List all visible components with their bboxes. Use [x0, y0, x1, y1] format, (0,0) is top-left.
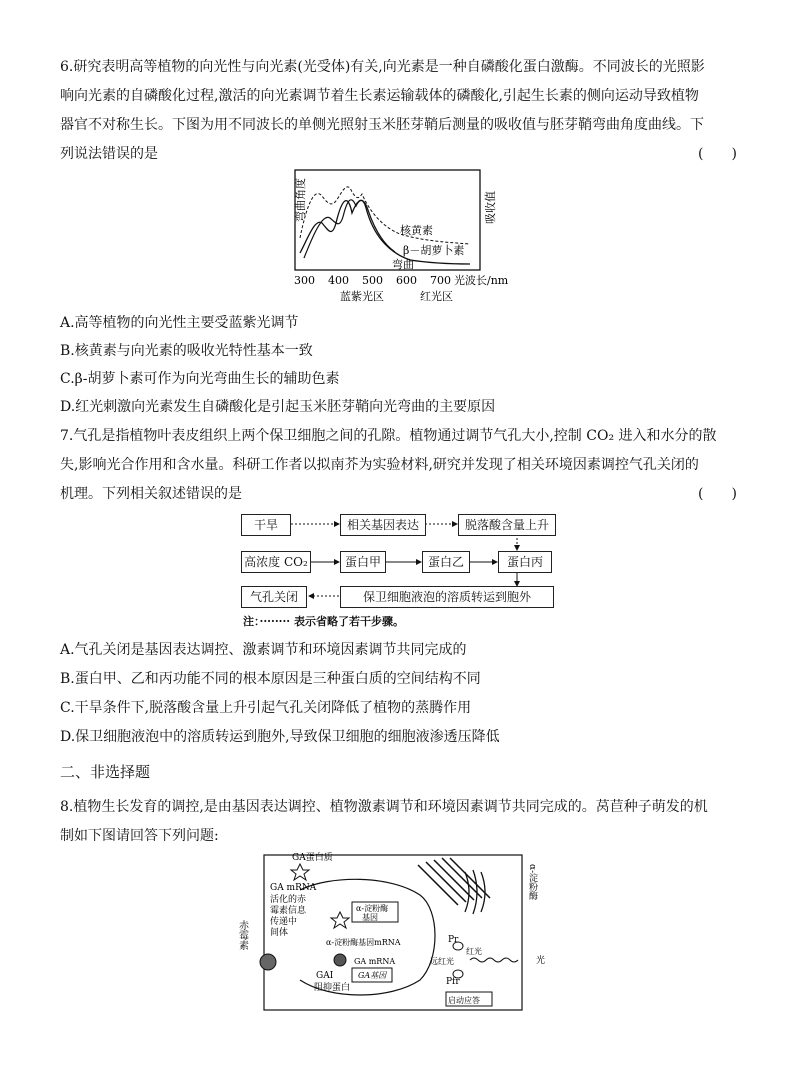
label-red: 红光	[466, 947, 482, 956]
q6-line-2: 响向光素的自磷酸化过程,激活的向光素调节着生长素运输载体的磷酸化,引起生长素的侧向运动导致植物	[60, 88, 699, 104]
label-ga-mrna-2: GA mRNA	[354, 957, 396, 966]
flow-protein-c: 蛋白丙	[498, 551, 552, 573]
region-blue-label: 蓝紫光区	[340, 290, 384, 303]
q6-absorption-chart	[270, 168, 530, 308]
flow-aba-rise: 脱落酸含量上升	[458, 514, 556, 536]
label-amylase-gene-2: 基因	[362, 913, 378, 922]
q7-line-2: 失,影响光合作用和含水量。科研工作者以拟南芥为实验材料,研究并发现了相关环境因素调控气孔关闭的	[60, 457, 699, 473]
tick-500: 500	[362, 274, 383, 287]
label-activated-1: 活化的赤	[270, 895, 307, 905]
flow-gene-expression: 相关基因表达	[340, 514, 426, 536]
er-stacks	[418, 858, 490, 905]
activated-intermediate-star-icon	[331, 912, 349, 928]
label-gai: GAI	[316, 971, 334, 981]
chart-right-label: 吸收值	[484, 191, 497, 224]
section-nonchoice-heading: 二、非选择题	[60, 763, 151, 781]
label-activated-3: 传递中	[270, 917, 298, 927]
label-ga-gene: GA基因	[358, 971, 387, 980]
tick-400: 400	[328, 274, 349, 287]
gibberellin-receptor-icon	[260, 954, 276, 970]
q8-line-1: 8.植物生长发育的调控,是由基因表达调控、植物激素调节和环境因素调节共同完成的。莴苣种子萌发的机	[60, 799, 708, 815]
label-riboflavin: 核黄素	[400, 224, 433, 237]
label-start-response: 启动应答	[448, 996, 480, 1005]
tick-600: 600	[396, 274, 417, 287]
flow-protein-b: 蛋白乙	[422, 551, 470, 573]
tick-700: 700	[430, 274, 451, 287]
x-unit-label: 光波长/nm	[454, 274, 509, 287]
q7-option-b: B.蛋白甲、乙和丙功能不同的根本原因是三种蛋白质的空间结构不同	[60, 671, 481, 687]
q7-line-3: 机理。下列相关叙述错误的是	[60, 486, 242, 502]
label-bend: 弯曲	[392, 258, 414, 271]
flow-solute-transport: 保卫细胞液泡的溶质转运到胞外	[340, 586, 554, 608]
flow-protein-a: 蛋白甲	[340, 551, 386, 573]
q6-option-c: C.β-胡萝卜素可作为向光弯曲生长的辅助色素	[60, 371, 340, 387]
flow-high-co2: 高浓度 CO₂	[241, 551, 311, 573]
label-inhibitor: 阻抑蛋白	[314, 983, 351, 993]
flow-stomata-close: 气孔关闭	[241, 586, 307, 608]
flow-note: 注：········ 表示省略了若干步骤。	[243, 615, 404, 628]
gai-inhibitor-icon	[334, 954, 346, 966]
ga-protein-star-icon	[291, 864, 309, 880]
q7-option-a: A.气孔关闭是基因表达调控、激素调节和环境因素调节共同完成的	[60, 642, 467, 658]
q6-option-b: B.核黄素与向光素的吸收光特性基本一致	[60, 343, 313, 359]
label-amylase-mrna: α-淀粉酶基因mRNA	[326, 938, 401, 947]
label-far-red: 远红光	[430, 957, 454, 966]
label-amylase-side: α-淀粉酶	[527, 864, 537, 901]
carotene-curve	[304, 200, 395, 258]
label-pr: Pr	[448, 935, 459, 945]
riboflavin-curve	[300, 187, 470, 244]
q6-line-4: 列说法错误的是	[60, 146, 158, 162]
label-ga-mrna: GA mRNA	[270, 883, 317, 893]
q7-option-d: D.保卫细胞液泡中的溶质转运到胞外,导致保卫细胞的细胞液渗透压降低	[60, 729, 500, 745]
chart-left-label: 弯曲角度	[294, 178, 307, 222]
label-pfr: Pfr	[446, 977, 460, 987]
q6-answer-paren: ( )	[698, 146, 737, 162]
label-amylase-gene-1: α-淀粉酶	[356, 904, 389, 913]
q6-line-3: 器官不对称生长。下图为用不同波长的单侧光照射玉米胚芽鞘后测量的吸收值与胚芽鞘弯曲角度曲线。下	[60, 117, 704, 133]
label-activated-4: 间体	[270, 928, 289, 938]
label-gibberellin: 赤霉素	[236, 920, 248, 950]
q7-answer-paren: ( )	[698, 486, 737, 502]
label-light: 光	[536, 956, 546, 966]
q8-seed-germination-diagram	[236, 850, 560, 1015]
q8-line-2: 制如下图请回答下列问题:	[60, 828, 219, 844]
label-carotene: β－胡萝卜素	[403, 244, 465, 257]
flow-drought: 干旱	[241, 514, 291, 536]
q6-option-a: A.高等植物的向光性主要受蓝紫光调节	[60, 315, 299, 331]
q6-option-d: D.红光刺激向光素发生自磷酸化是引起玉米胚芽鞘向光弯曲的主要原因	[60, 399, 496, 415]
region-red-label: 红光区	[420, 290, 453, 303]
label-activated-2: 霉素信息	[270, 906, 307, 916]
tick-300: 300	[294, 274, 315, 287]
q6-line-1: 6.研究表明高等植物的向光性与向光素(光受体)有关,向光素是一种自磷酸化蛋白激酶。不同波长的光照影	[60, 59, 705, 75]
q7-option-c: C.干旱条件下,脱落酸含量上升引起气孔关闭降低了植物的蒸腾作用	[60, 700, 472, 716]
label-ga-protein: GA蛋白质	[292, 853, 333, 863]
q7-line-1: 7.气孔是指植物叶表皮组织上两个保卫细胞之间的孔隙。植物通过调节气孔大小,控制 CO₂ 进入和水分的散	[60, 428, 717, 444]
light-wave-icon	[470, 958, 518, 962]
